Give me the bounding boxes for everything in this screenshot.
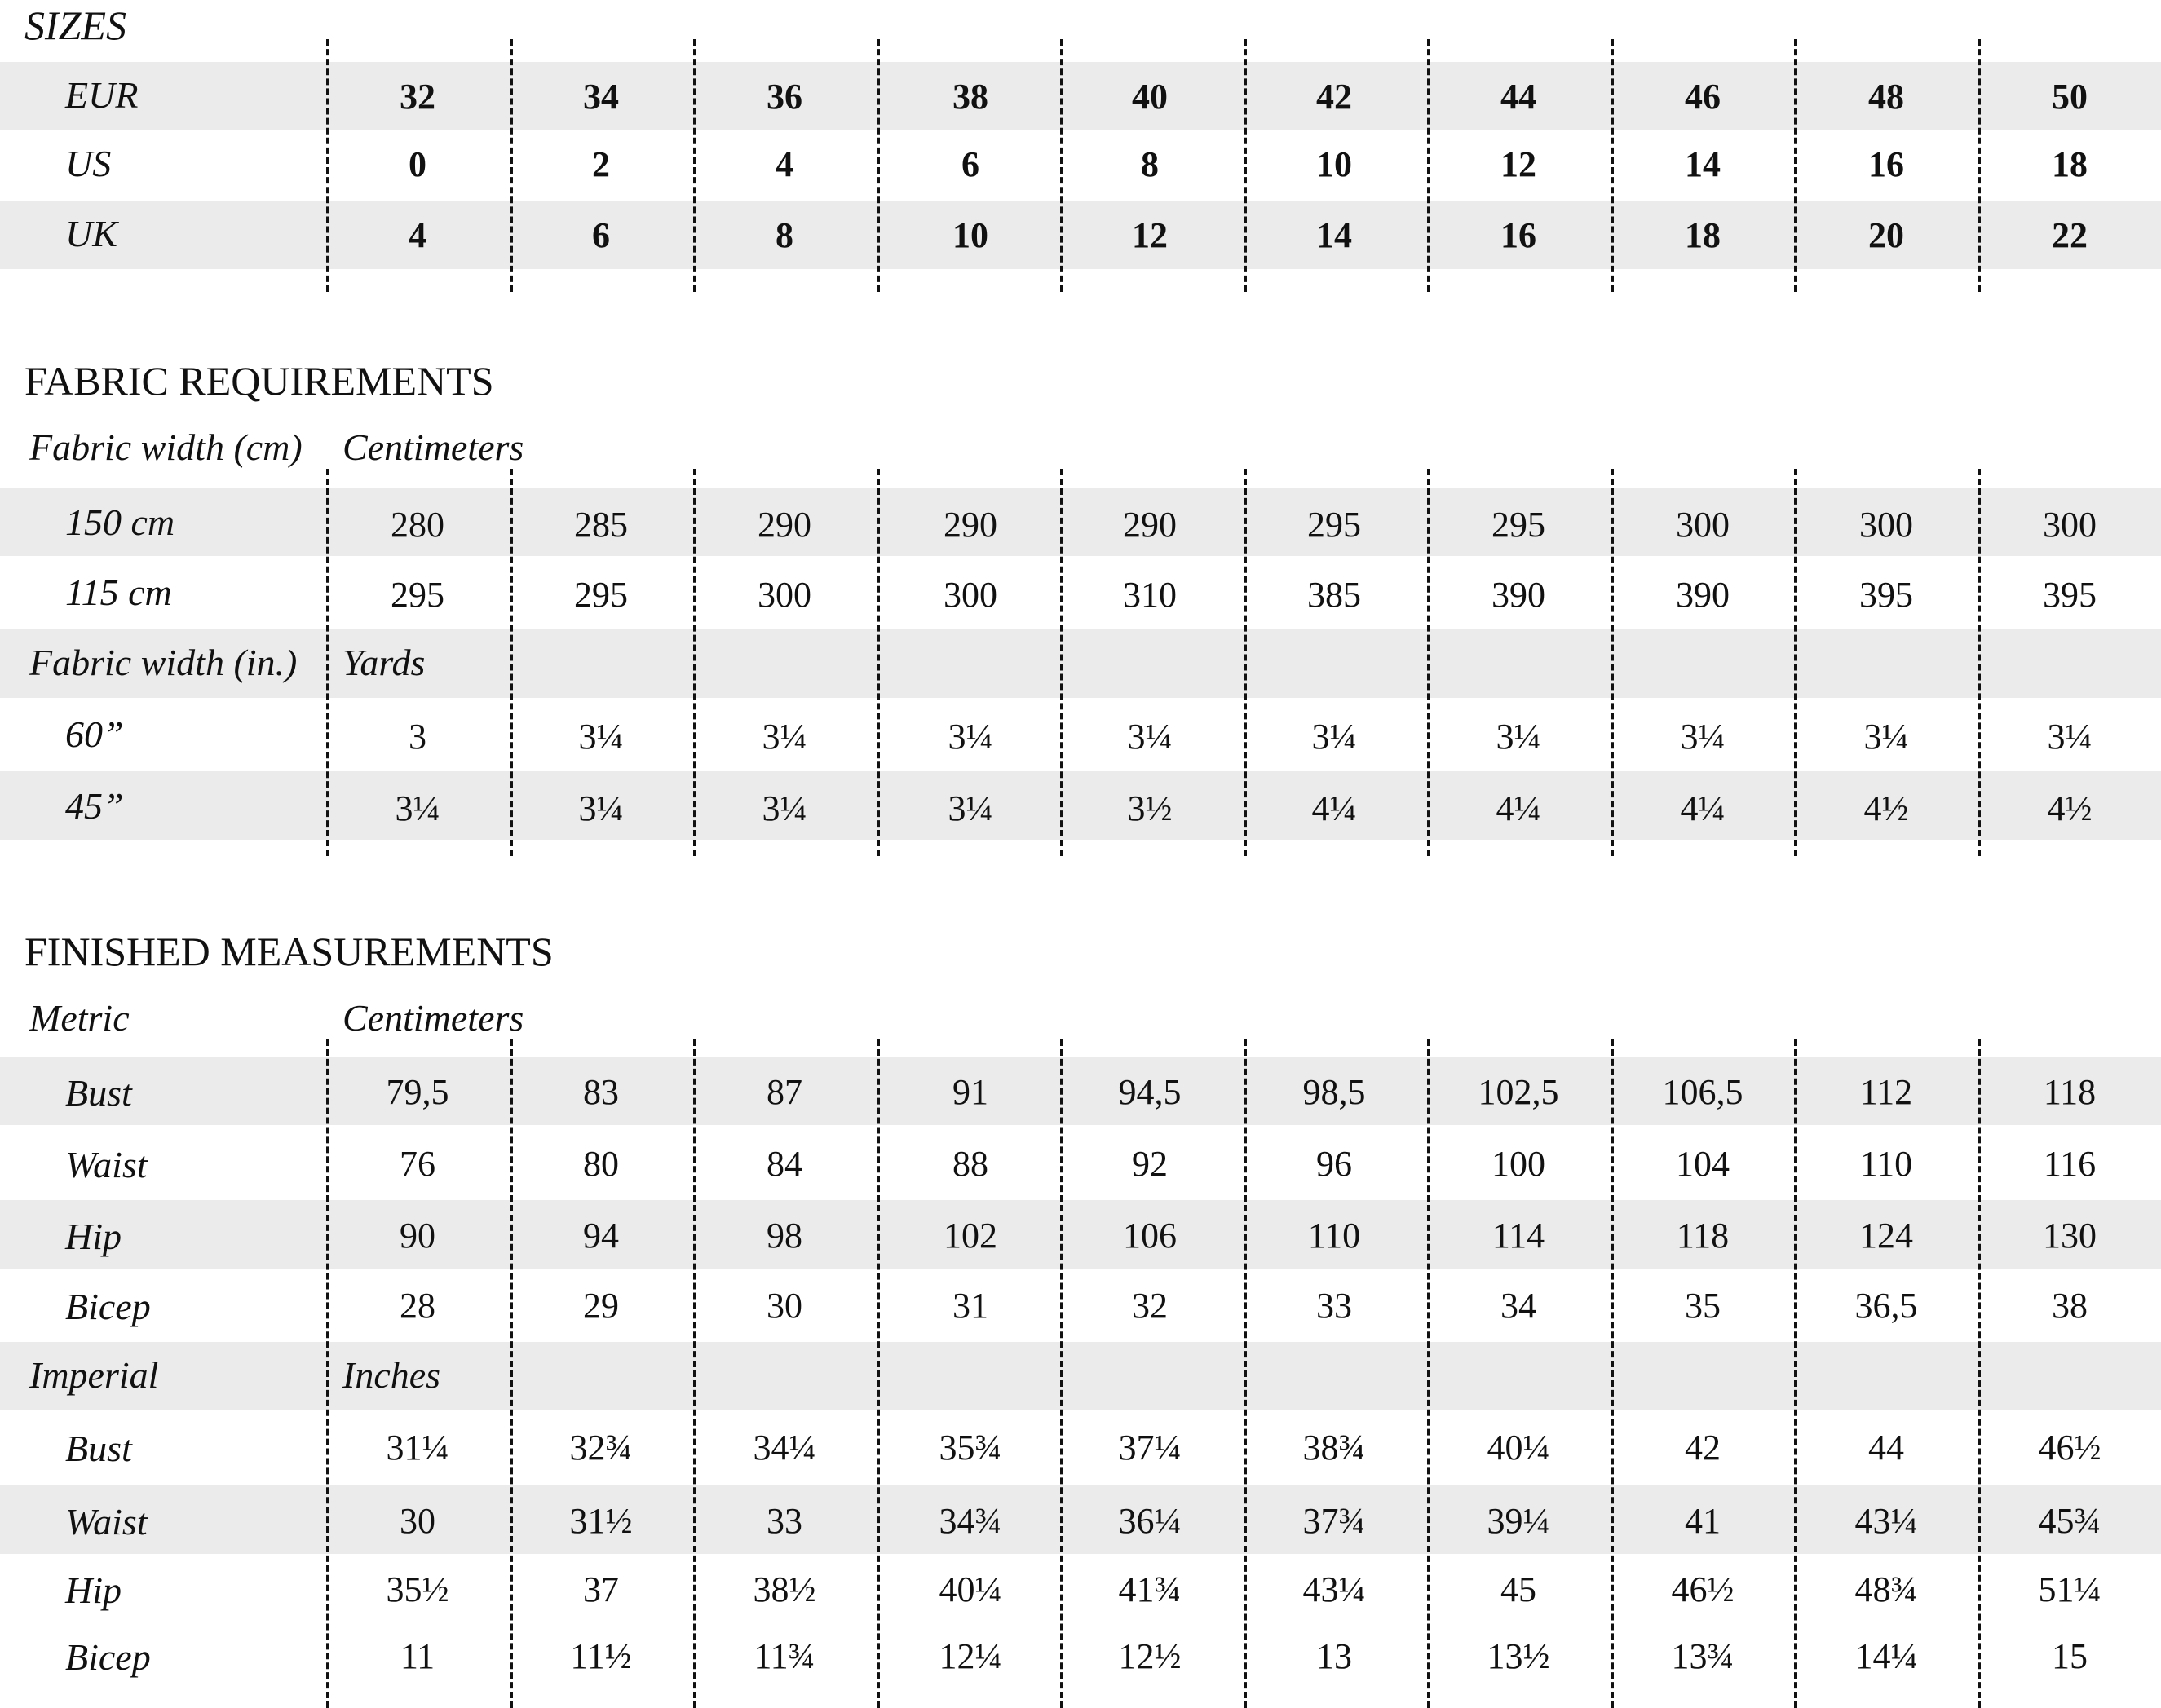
fabric-cell: 3¼ <box>762 717 807 757</box>
column-divider <box>693 39 696 292</box>
measurement-cell: 84 <box>767 1144 802 1184</box>
measurement-cell: 13 <box>1316 1636 1352 1676</box>
measurement-cell: 76 <box>400 1144 435 1184</box>
measurement-cell: 90 <box>400 1216 435 1256</box>
fabric-cell: 3¼ <box>578 717 624 757</box>
fabric-cell: 295 <box>1307 505 1361 545</box>
fabric-cell: 310 <box>1123 575 1177 615</box>
measurement-cell: 42 <box>1685 1428 1721 1467</box>
column-divider <box>1427 1039 1430 1708</box>
fabric-unit-label: Yards <box>342 642 426 683</box>
fabric-cell: 4¼ <box>1311 788 1357 828</box>
measurement-cell: 41 <box>1685 1501 1721 1541</box>
fabric-cell: 395 <box>1859 575 1913 615</box>
measurement-cell: 88 <box>952 1144 988 1184</box>
measurement-unit-label: Centimeters <box>342 997 524 1039</box>
fabric-cell: 390 <box>1676 575 1730 615</box>
fabric-cell: 390 <box>1491 575 1545 615</box>
measurement-cell: 118 <box>1676 1216 1730 1256</box>
row-band <box>0 629 2161 698</box>
size-cell: 18 <box>1685 215 1721 255</box>
column-divider <box>1794 469 1797 856</box>
fabric-width-label: 45” <box>65 785 124 827</box>
measurement-cell: 29 <box>583 1286 619 1326</box>
measurement-cell: 38½ <box>753 1569 816 1609</box>
measurement-cell: 91 <box>952 1072 988 1112</box>
size-cell: 44 <box>1500 77 1536 117</box>
fabric-cell: 3¼ <box>1680 717 1726 757</box>
measurement-cell: 12½ <box>1118 1636 1182 1676</box>
measurement-cell: 94 <box>583 1216 619 1256</box>
measurement-cell: 11¾ <box>753 1636 815 1676</box>
fabric-cell: 4¼ <box>1496 788 1541 828</box>
measurement-cell: 31½ <box>569 1501 633 1541</box>
measurement-cell: 94,5 <box>1118 1072 1182 1112</box>
column-divider <box>1244 1039 1247 1708</box>
column-divider <box>1244 39 1247 292</box>
measurement-cell: 104 <box>1676 1144 1730 1184</box>
measurement-cell: 13¾ <box>1671 1636 1735 1676</box>
column-divider <box>326 469 329 856</box>
measurement-cell: 48¾ <box>1854 1569 1918 1609</box>
measurement-label: Bust <box>65 1428 132 1469</box>
fabric-cell: 290 <box>1123 505 1177 545</box>
measurement-cell: 118 <box>2043 1072 2097 1112</box>
column-divider <box>1611 1039 1614 1708</box>
fabric-cell: 3¼ <box>1311 717 1357 757</box>
measurement-cell: 32 <box>1132 1286 1168 1326</box>
measurement-cell: 130 <box>2043 1216 2097 1256</box>
column-divider <box>1794 39 1797 292</box>
measurement-label: Bust <box>65 1072 132 1114</box>
fabric-width-label: 60” <box>65 713 124 755</box>
column-divider <box>877 469 880 856</box>
size-cell: 6 <box>592 215 610 255</box>
measurement-cell: 34¾ <box>939 1501 1002 1541</box>
size-cell: 48 <box>1868 77 1904 117</box>
column-divider <box>326 1039 329 1708</box>
column-divider <box>877 1039 880 1708</box>
fabric-cell: 3¼ <box>2047 717 2093 757</box>
size-cell: 4 <box>409 215 426 255</box>
column-divider <box>1427 39 1430 292</box>
fabric-cell: 395 <box>2043 575 2097 615</box>
measurement-cell: 15 <box>2052 1636 2088 1676</box>
fabric-cell: 3¼ <box>395 788 440 828</box>
measurement-cell: 30 <box>400 1501 435 1541</box>
measurement-cell: 98,5 <box>1302 1072 1366 1112</box>
measurement-cell: 79,5 <box>386 1072 449 1112</box>
size-cell: 42 <box>1316 77 1352 117</box>
measurement-cell: 32¾ <box>569 1428 633 1467</box>
measurement-cell: 11 <box>400 1636 435 1676</box>
column-divider <box>510 1039 513 1708</box>
measurement-cell: 36¼ <box>1118 1501 1182 1541</box>
fabric-requirements-heading: FABRIC REQUIREMENTS <box>24 358 494 404</box>
measurement-cell: 37¼ <box>1118 1428 1182 1467</box>
measurement-cell: 30 <box>767 1286 802 1326</box>
fabric-cell: 300 <box>1676 505 1730 545</box>
fabric-cell: 4½ <box>1863 788 1909 828</box>
measurement-cell: 106,5 <box>1662 1072 1743 1112</box>
size-system-label: US <box>65 143 112 184</box>
measurement-cell: 33 <box>767 1501 802 1541</box>
size-cell: 32 <box>400 77 435 117</box>
measurement-cell: 80 <box>583 1144 619 1184</box>
column-divider <box>1794 1039 1797 1708</box>
column-divider <box>1060 1039 1063 1708</box>
column-divider <box>1611 469 1614 856</box>
measurement-group-label: Metric <box>29 997 130 1039</box>
measurement-label: Hip <box>65 1569 122 1611</box>
fabric-cell: 285 <box>574 505 628 545</box>
column-divider <box>510 469 513 856</box>
measurement-cell: 12¼ <box>939 1636 1002 1676</box>
fabric-cell: 290 <box>758 505 811 545</box>
measurement-cell: 45 <box>1500 1569 1536 1609</box>
column-divider <box>1978 39 1981 292</box>
size-cell: 2 <box>592 144 610 184</box>
measurement-cell: 38¾ <box>1302 1428 1366 1467</box>
measurement-cell: 98 <box>767 1216 802 1256</box>
measurement-group-label: Imperial <box>29 1354 159 1396</box>
measurement-cell: 35½ <box>386 1569 449 1609</box>
fabric-cell: 3½ <box>1127 788 1173 828</box>
size-cell: 12 <box>1500 144 1536 184</box>
size-cell: 34 <box>583 77 619 117</box>
measurement-cell: 35 <box>1685 1286 1721 1326</box>
size-cell: 18 <box>2052 144 2088 184</box>
size-cell: 8 <box>1141 144 1159 184</box>
sizes-heading: SIZES <box>24 2 126 48</box>
size-cell: 46 <box>1685 77 1721 117</box>
finished-measurements-heading: FINISHED MEASUREMENTS <box>24 929 554 974</box>
fabric-width-label: 150 cm <box>65 501 175 543</box>
fabric-cell: 3¼ <box>948 717 993 757</box>
measurement-cell: 100 <box>1491 1144 1545 1184</box>
row-band <box>0 1342 2161 1410</box>
column-divider <box>510 39 513 292</box>
measurement-cell: 37¾ <box>1302 1501 1366 1541</box>
column-divider <box>693 469 696 856</box>
fabric-cell: 300 <box>758 575 811 615</box>
measurement-cell: 39¼ <box>1487 1501 1550 1541</box>
measurement-cell: 112 <box>1859 1072 1913 1112</box>
fabric-cell: 3¼ <box>578 788 624 828</box>
measurement-cell: 96 <box>1316 1144 1352 1184</box>
size-cell: 38 <box>952 77 988 117</box>
column-divider <box>1978 469 1981 856</box>
size-system-label: UK <box>65 213 117 254</box>
measurement-cell: 36,5 <box>1854 1286 1918 1326</box>
column-divider <box>326 39 329 292</box>
column-divider <box>1427 469 1430 856</box>
size-system-label: EUR <box>65 74 139 116</box>
measurement-cell: 45¾ <box>2038 1501 2101 1541</box>
fabric-cell: 3¼ <box>1863 717 1909 757</box>
measurement-cell: 102,5 <box>1478 1072 1559 1112</box>
fabric-group-label: Fabric width (in.) <box>29 642 298 683</box>
fabric-cell: 4¼ <box>1680 788 1726 828</box>
measurement-cell: 110 <box>1307 1216 1361 1256</box>
measurement-cell: 116 <box>2043 1144 2097 1184</box>
measurement-cell: 31 <box>952 1286 988 1326</box>
fabric-unit-label: Centimeters <box>342 426 524 468</box>
size-cell: 10 <box>952 215 988 255</box>
size-cell: 8 <box>776 215 793 255</box>
fabric-cell: 300 <box>944 575 997 615</box>
fabric-cell: 295 <box>1491 505 1545 545</box>
measurement-cell: 51¼ <box>2038 1569 2101 1609</box>
fabric-cell: 3¼ <box>1127 717 1173 757</box>
measurement-cell: 44 <box>1868 1428 1904 1467</box>
measurement-label: Bicep <box>65 1286 151 1327</box>
size-cell: 12 <box>1132 215 1168 255</box>
measurement-cell: 40¼ <box>939 1569 1002 1609</box>
measurement-cell: 33 <box>1316 1286 1352 1326</box>
measurement-cell: 38 <box>2052 1286 2088 1326</box>
size-cell: 50 <box>2052 77 2088 117</box>
column-divider <box>1060 39 1063 292</box>
fabric-group-label: Fabric width (cm) <box>29 426 303 468</box>
measurement-cell: 35¾ <box>939 1428 1002 1467</box>
measurement-cell: 46½ <box>2038 1428 2101 1467</box>
measurement-cell: 34¼ <box>753 1428 816 1467</box>
measurement-cell: 40¼ <box>1487 1428 1550 1467</box>
measurement-cell: 28 <box>400 1286 435 1326</box>
measurement-cell: 11½ <box>570 1636 632 1676</box>
fabric-cell: 385 <box>1307 575 1361 615</box>
measurement-label: Hip <box>65 1216 122 1257</box>
size-cell: 0 <box>409 144 426 184</box>
measurement-cell: 102 <box>944 1216 997 1256</box>
measurement-cell: 124 <box>1859 1216 1913 1256</box>
fabric-cell: 3¼ <box>1496 717 1541 757</box>
fabric-cell: 3¼ <box>948 788 993 828</box>
measurement-cell: 34 <box>1500 1286 1536 1326</box>
measurement-cell: 46½ <box>1671 1569 1735 1609</box>
column-divider <box>1978 1039 1981 1708</box>
fabric-width-label: 115 cm <box>65 572 172 613</box>
column-divider <box>693 1039 696 1708</box>
measurement-cell: 87 <box>767 1072 802 1112</box>
fabric-cell: 300 <box>1859 505 1913 545</box>
measurement-label: Waist <box>65 1144 148 1185</box>
size-cell: 6 <box>961 144 979 184</box>
column-divider <box>877 39 880 292</box>
size-cell: 20 <box>1868 215 1904 255</box>
column-divider <box>1244 469 1247 856</box>
size-cell: 40 <box>1132 77 1168 117</box>
measurement-cell: 37 <box>583 1569 619 1609</box>
measurement-label: Waist <box>65 1501 148 1542</box>
measurement-cell: 13½ <box>1487 1636 1550 1676</box>
size-cell: 16 <box>1500 215 1536 255</box>
size-cell: 10 <box>1316 144 1352 184</box>
measurement-cell: 43¼ <box>1302 1569 1366 1609</box>
size-cell: 14 <box>1316 215 1352 255</box>
measurement-cell: 43¼ <box>1854 1501 1918 1541</box>
fabric-cell: 295 <box>391 575 444 615</box>
column-divider <box>1060 469 1063 856</box>
measurement-cell: 92 <box>1132 1144 1168 1184</box>
measurement-cell: 41¾ <box>1118 1569 1182 1609</box>
fabric-cell: 290 <box>944 505 997 545</box>
measurement-label: Bicep <box>65 1636 151 1678</box>
fabric-cell: 300 <box>2043 505 2097 545</box>
measurement-cell: 110 <box>1859 1144 1913 1184</box>
measurement-cell: 114 <box>1491 1216 1545 1256</box>
size-cell: 22 <box>2052 215 2088 255</box>
fabric-cell: 3 <box>409 717 426 757</box>
fabric-cell: 295 <box>574 575 628 615</box>
size-cell: 36 <box>767 77 802 117</box>
measurement-cell: 106 <box>1123 1216 1177 1256</box>
measurement-unit-label: Inches <box>342 1354 441 1396</box>
measurement-cell: 31¼ <box>386 1428 449 1467</box>
fabric-cell: 3¼ <box>762 788 807 828</box>
size-cell: 16 <box>1868 144 1904 184</box>
size-cell: 14 <box>1685 144 1721 184</box>
column-divider <box>1611 39 1614 292</box>
size-cell: 4 <box>776 144 793 184</box>
measurement-cell: 83 <box>583 1072 619 1112</box>
fabric-cell: 4½ <box>2047 788 2093 828</box>
fabric-cell: 280 <box>391 505 444 545</box>
measurement-cell: 14¼ <box>1854 1636 1918 1676</box>
